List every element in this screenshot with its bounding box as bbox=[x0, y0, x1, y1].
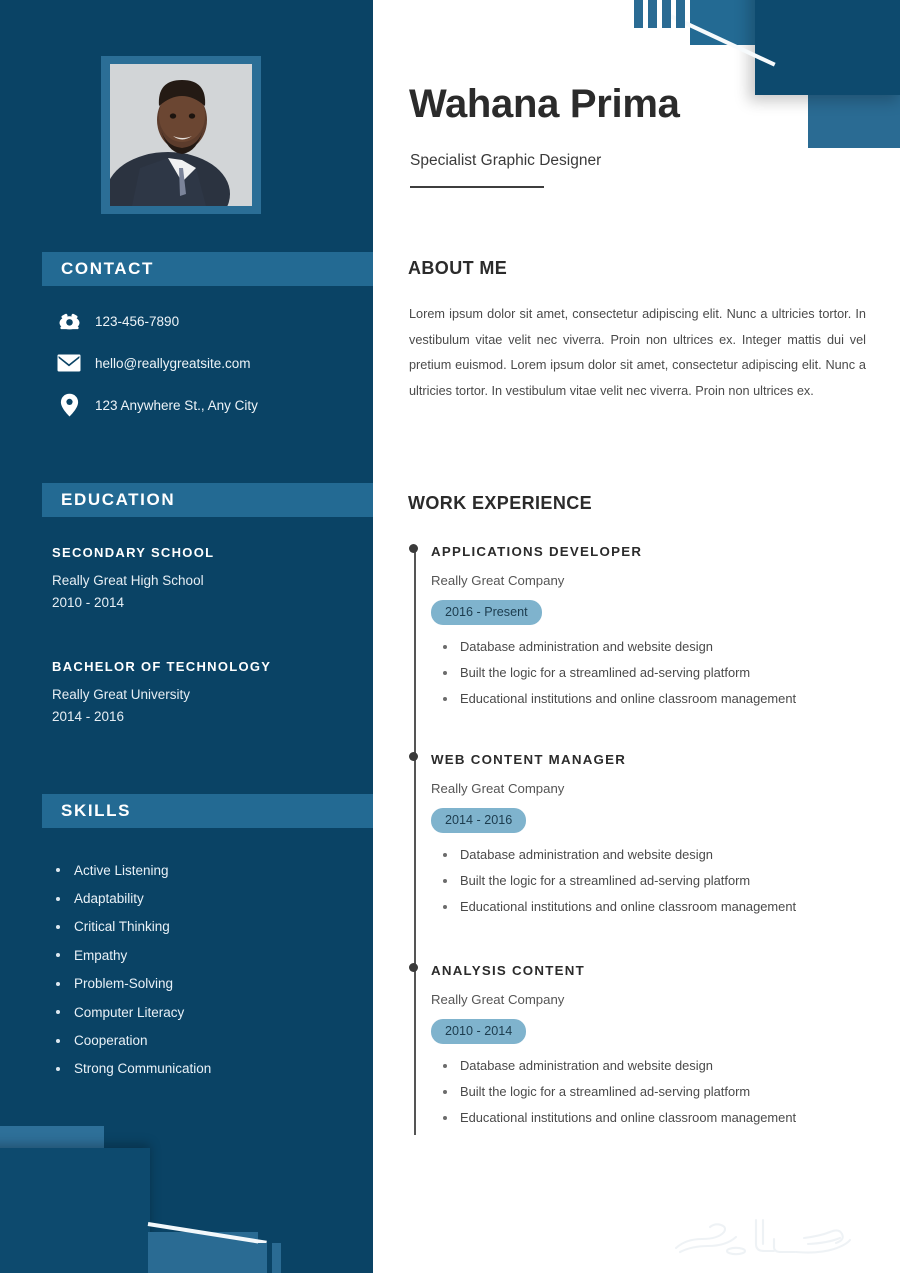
list-item bbox=[56, 941, 366, 969]
job-bullet: Educational institutions and online classroom management bbox=[460, 1109, 797, 1125]
main-content bbox=[373, 0, 900, 1273]
job-period-badge: 2016 - Present bbox=[431, 600, 542, 625]
bullet-icon bbox=[56, 897, 60, 901]
portrait-illustration bbox=[110, 64, 252, 206]
about-section-title: ABOUT ME bbox=[408, 258, 508, 278]
education-years: 2014 - 2016 bbox=[52, 708, 125, 724]
list-item bbox=[56, 913, 366, 941]
job-bullet-list bbox=[431, 637, 881, 708]
education-section-title: EDUCATION bbox=[61, 490, 176, 509]
list-item bbox=[56, 998, 366, 1026]
list-item bbox=[56, 1026, 366, 1054]
list-item bbox=[431, 845, 881, 864]
job-bullet-list bbox=[431, 1056, 881, 1127]
page-title: Wahana Prima bbox=[409, 82, 680, 126]
timeline-dot bbox=[409, 963, 418, 972]
timeline-dot bbox=[409, 752, 418, 761]
experience-timeline-line bbox=[414, 545, 416, 1135]
bullet-icon bbox=[56, 1067, 60, 1071]
decorative-bar-top-3 bbox=[662, 0, 671, 28]
skill-label: Cooperation bbox=[74, 1033, 148, 1049]
contact-section-header bbox=[42, 252, 373, 286]
job-bullet: Built the logic for a streamlined ad-serving platform bbox=[460, 1083, 751, 1099]
skills-section-header bbox=[42, 794, 373, 828]
education-institution: Really Great University bbox=[52, 687, 191, 702]
skill-label: Adaptability bbox=[74, 891, 144, 907]
list-item bbox=[431, 897, 881, 916]
education-institution: Really Great High School bbox=[52, 573, 204, 588]
job-bullet: Educational institutions and online classroom management bbox=[460, 690, 797, 706]
bullet-icon bbox=[56, 1039, 60, 1043]
experience-item-2 bbox=[431, 752, 881, 923]
decorative-shape-top-1 bbox=[755, 0, 900, 95]
job-title: ANALYSIS CONTENT bbox=[431, 963, 585, 978]
bullet-icon bbox=[443, 697, 447, 701]
list-item bbox=[56, 884, 366, 912]
experience-item-3 bbox=[431, 963, 881, 1134]
contact-item-phone[interactable] bbox=[52, 300, 362, 342]
list-item bbox=[56, 1055, 366, 1083]
decorative-shape-top-3 bbox=[808, 86, 900, 148]
job-bullet: Database administration and website design bbox=[460, 1058, 713, 1073]
decorative-bar-bottom-1 bbox=[244, 1243, 253, 1273]
education-degree: BACHELOR OF TECHNOLOGY bbox=[52, 659, 272, 674]
job-company: Really Great Company bbox=[431, 573, 565, 588]
location-pin-icon bbox=[52, 393, 86, 417]
photo-image bbox=[110, 64, 252, 206]
experience-item-1 bbox=[431, 544, 881, 715]
decorative-bar-bottom-3 bbox=[272, 1243, 281, 1273]
bullet-icon bbox=[443, 1116, 447, 1120]
job-bullet: Educational institutions and online classroom management bbox=[460, 898, 797, 914]
skill-label: Computer Literacy bbox=[74, 1004, 185, 1020]
about-paragraph: Lorem ipsum dolor sit amet, consectetur adipiscing elit. Nunc a ultricies tortor. In vestibulum vitae velit nec viverra. Proin non ultrices ex. Integer mattis dui vel pretium euismod. Lorem ipsum dolor sit amet, consectetur adipiscing elit. Nunc a ultricies tortor. In vestibulum vitae velit nec viverra. Proin non ultrices ex. bbox=[409, 307, 866, 398]
education-degree: SECONDARY SCHOOL bbox=[52, 545, 215, 560]
education-section-header bbox=[42, 483, 373, 517]
job-bullet: Database administration and website design bbox=[460, 847, 713, 862]
contact-phone-value: 123-456-7890 bbox=[95, 313, 180, 329]
bullet-icon bbox=[56, 925, 60, 929]
education-item-bachelor bbox=[52, 659, 372, 728]
contact-item-address[interactable] bbox=[52, 384, 362, 426]
skill-label: Problem-Solving bbox=[74, 976, 174, 992]
list-item bbox=[431, 1082, 881, 1101]
skill-label: Active Listening bbox=[74, 862, 169, 878]
job-period-badge: 2014 - 2016 bbox=[431, 808, 526, 833]
list-item bbox=[431, 637, 881, 656]
education-years: 2010 - 2014 bbox=[52, 594, 125, 610]
decorative-shape-bottom-2 bbox=[0, 1148, 150, 1273]
education-item-secondary bbox=[52, 545, 372, 614]
work-section-title: WORK EXPERIENCE bbox=[408, 493, 593, 513]
contact-list bbox=[52, 300, 362, 426]
envelope-icon bbox=[52, 354, 86, 372]
job-title: APPLICATIONS DEVELOPER bbox=[431, 544, 643, 559]
bullet-icon bbox=[443, 905, 447, 909]
bullet-icon bbox=[443, 671, 447, 675]
contact-address-value: 123 Anywhere St., Any City bbox=[95, 397, 258, 413]
skill-label: Critical Thinking bbox=[74, 919, 170, 935]
job-title: WEB CONTENT MANAGER bbox=[431, 752, 627, 767]
sidebar bbox=[0, 0, 373, 1273]
job-bullet-list bbox=[431, 845, 881, 916]
list-item bbox=[56, 856, 366, 884]
contact-item-email[interactable] bbox=[52, 342, 362, 384]
decorative-bar-top-1 bbox=[634, 0, 643, 28]
title-underline-divider bbox=[410, 186, 544, 188]
job-company: Really Great Company bbox=[431, 992, 565, 1007]
list-item bbox=[431, 1108, 881, 1127]
bullet-icon bbox=[56, 953, 60, 957]
bullet-icon bbox=[56, 868, 60, 872]
list-item bbox=[431, 1056, 881, 1075]
phone-icon bbox=[52, 311, 86, 331]
bullet-icon bbox=[56, 1010, 60, 1014]
contact-section-title: CONTACT bbox=[61, 259, 155, 278]
contact-email-value: hello@reallygreatsite.com bbox=[95, 355, 251, 371]
bullet-icon bbox=[443, 853, 447, 857]
bullet-icon bbox=[56, 982, 60, 986]
bullet-icon bbox=[443, 1090, 447, 1094]
bullet-icon bbox=[443, 1064, 447, 1068]
watermark-logo bbox=[668, 1208, 868, 1260]
list-item bbox=[431, 689, 881, 708]
skill-label: Empathy bbox=[74, 947, 128, 963]
list-item bbox=[56, 970, 366, 998]
timeline-dot bbox=[409, 544, 418, 553]
profile-photo bbox=[101, 56, 261, 214]
job-bullet: Built the logic for a streamlined ad-serving platform bbox=[460, 664, 751, 680]
bullet-icon bbox=[443, 645, 447, 649]
job-role-subtitle: Specialist Graphic Designer bbox=[410, 152, 602, 169]
skills-section-title: SKILLS bbox=[61, 801, 132, 820]
skill-label: Strong Communication bbox=[74, 1061, 212, 1077]
skills-list bbox=[56, 856, 366, 1083]
list-item bbox=[431, 663, 881, 682]
decorative-bar-bottom-2 bbox=[258, 1243, 267, 1273]
job-company: Really Great Company bbox=[431, 781, 565, 796]
job-period-badge: 2010 - 2014 bbox=[431, 1019, 526, 1044]
bullet-icon bbox=[443, 879, 447, 883]
list-item bbox=[431, 871, 881, 890]
job-bullet: Built the logic for a streamlined ad-serving platform bbox=[460, 872, 751, 888]
job-bullet: Database administration and website design bbox=[460, 639, 713, 654]
decorative-bar-top-4 bbox=[676, 0, 685, 28]
decorative-bar-top-2 bbox=[648, 0, 657, 28]
